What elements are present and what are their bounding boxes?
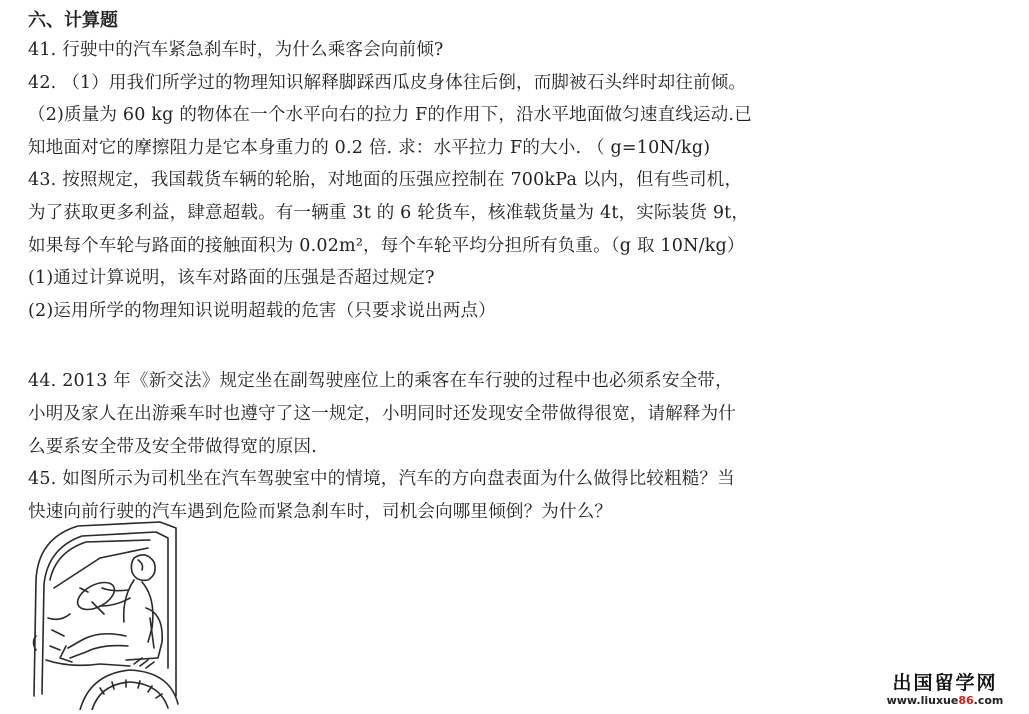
text-line-q44-c: 么要系安全带及安全带做得宽的原因. (28, 436, 317, 457)
text-line-q44-a: 44. 2013 年《新交法》规定坐在副驾驶座位上的乘客在车行驶的过程中也必须系安全带， (28, 371, 733, 392)
site-watermark (875, 672, 1015, 708)
text-line-q45-a: 45. 如图所示为司机坐在汽车驾驶室中的情境，汽车的方向盘表面为什么做得比较粗糙？当 (28, 469, 735, 490)
watermark-url (875, 694, 1015, 708)
text-line-q42-part2-a: （2)质量为 60 kg 的物体在一个水平向右的拉力 F的作用下，沿水平地面做匀速直线运动.已 (28, 105, 752, 126)
watermark-url-number: 86 (958, 694, 974, 707)
text-line-q41: 41. 行驶中的汽车紧急刹车时，为什么乘客会向前倾? (28, 40, 444, 60)
text-line-q44-b: 小明及家人在出游乘车时也遵守了这一规定，小明同时还发现安全带做得很宽，请解释为什 (28, 403, 736, 424)
text-line-q43-c: 如果每个车轮与路面的接触面积为 0.02m²，每个车轮平均分担所有负重。（g 取 10N/kg） (28, 235, 745, 256)
text-line-q43-sub1: (1)通过计算说明，该车对路面的压强是否超过规定? (28, 268, 435, 289)
driver-in-cab-illustration (30, 518, 180, 710)
text-line-q45-b: 快速向前行驶的汽车遇到危险而紧急刹车时，司机会向哪里倾倒？为什么？ (28, 501, 613, 522)
watermark-url-prefix: www.liuxue (886, 694, 959, 707)
section-title: 六、计算题 (28, 10, 118, 31)
text-line-q43-sub2: (2)运用所学的物理知识说明超载的危害（只要求说出两点） (28, 300, 496, 321)
watermark-site-name: 出国留学网 (892, 672, 998, 694)
paragraph-gap (28, 327, 1018, 365)
text-line-q42-part1: 42. （1）用我们所学过的物理知识解释脚踩西瓜皮身体往后倒，而脚被石头绊时却往前倾。 (28, 72, 747, 93)
watermark-url-suffix: .com (973, 694, 1004, 707)
document-body (28, 8, 1018, 528)
text-line-q43-b: 为了获取更多利益，肆意超载。有一辆重 3t 的 6 轮货车，核准载货量为 4t，实际装货 9t， (28, 202, 750, 223)
text-line-q42-part2-b: 知地面对它的摩擦阻力是它本身重力的 0.2 倍. 求：水平拉力 F的大小. （ g=10N/kg) (28, 137, 711, 158)
driver-in-cab-sketch-icon (30, 518, 180, 710)
text-line-q43-a: 43. 按照规定，我国载货车辆的轮胎，对地面的压强应控制在 700kPa 以内，但有些司机， (28, 170, 743, 191)
